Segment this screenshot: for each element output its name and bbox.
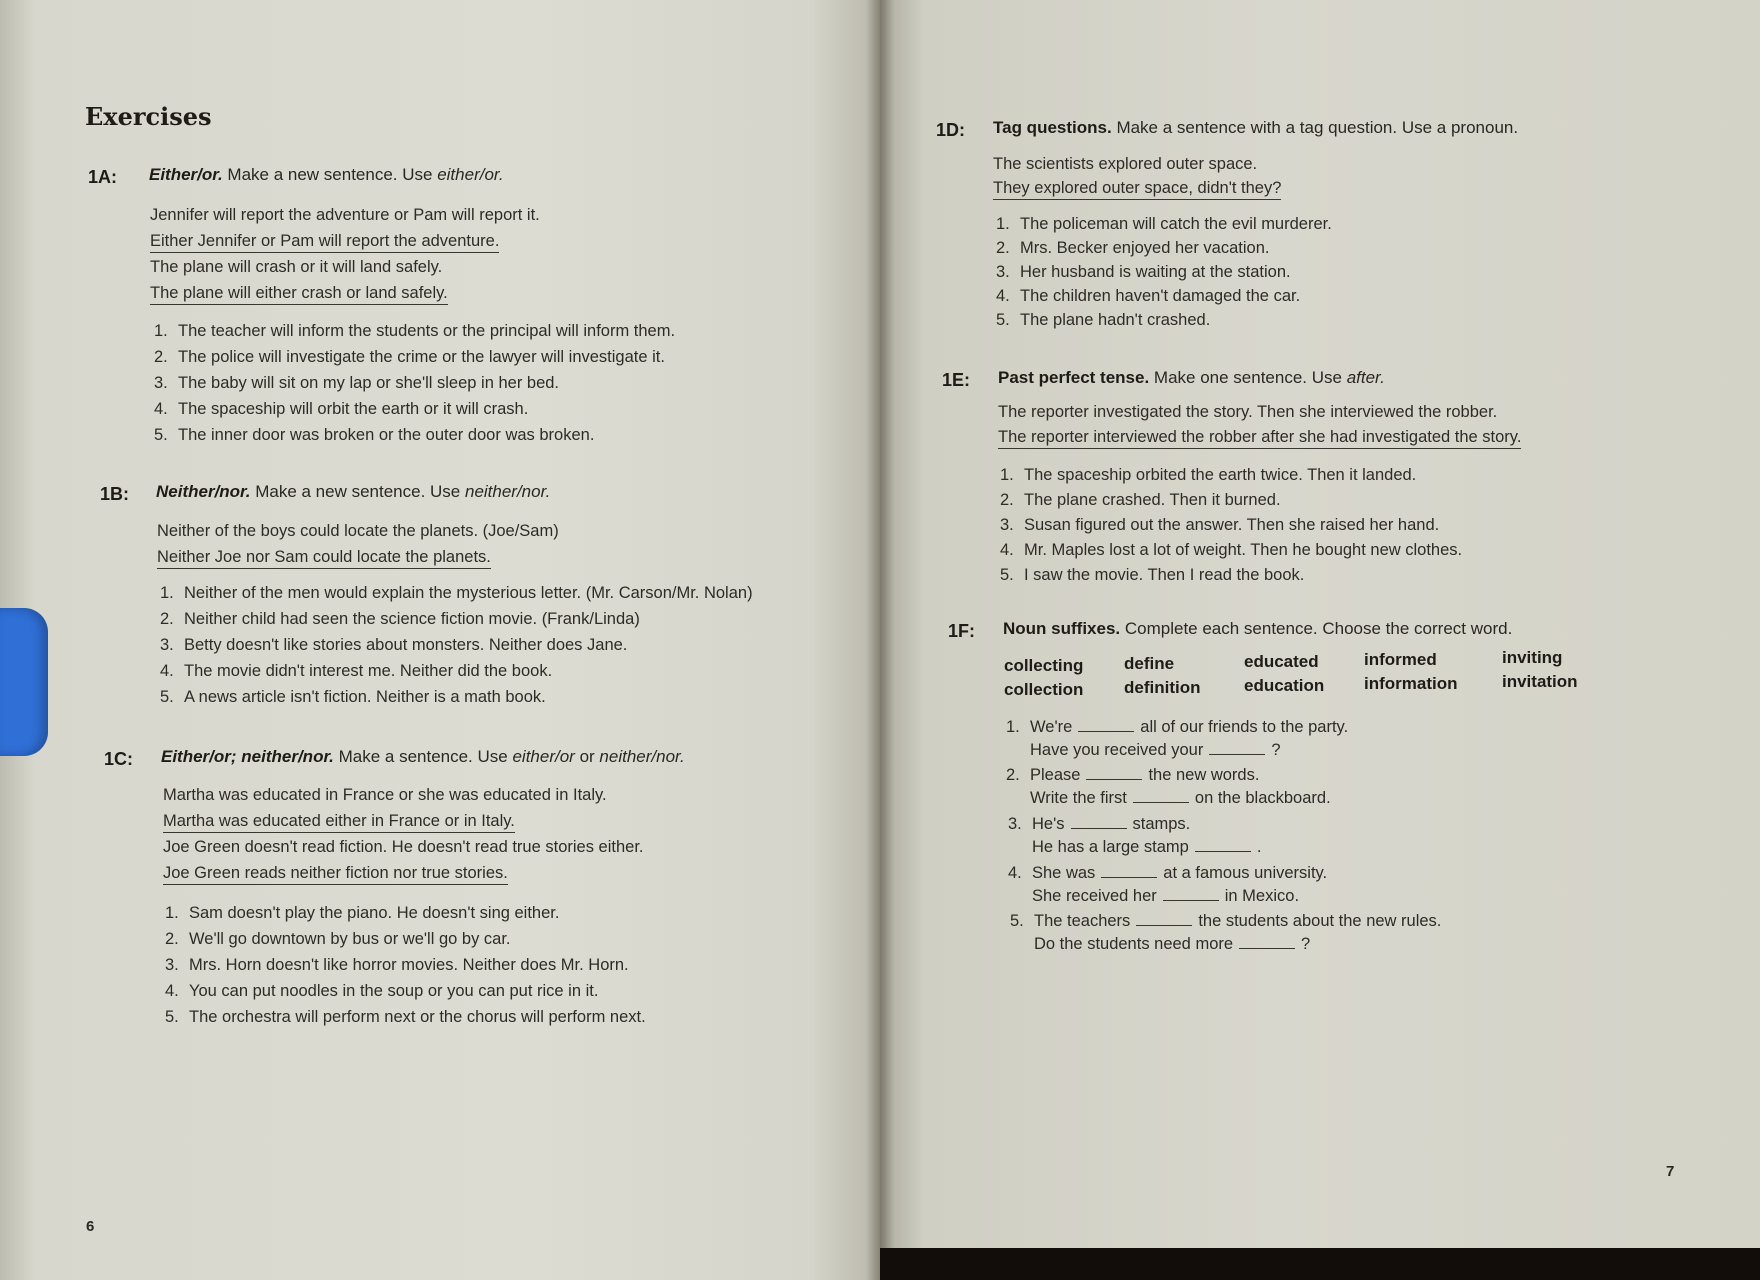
example-line: Jennifer will report the adventure or Pam will report it. xyxy=(150,206,540,224)
fill-in-item: 1. We're all of our friends to the party. xyxy=(1006,718,1349,736)
example-line: Martha was educated in France or she was educated in Italy. xyxy=(163,786,607,804)
exercise-item: 2. Neither child had seen the science fiction movie. (Frank/Linda) xyxy=(160,610,640,628)
exercise-item: 4. The spaceship will orbit the earth or it will crash. xyxy=(154,400,529,418)
example-answer: The plane will either crash or land safely. xyxy=(150,284,448,305)
exercise-item: 3. Susan figured out the answer. Then she raised her hand. xyxy=(1000,516,1440,534)
exercise-item: 2. We'll go downtown by bus or we'll go by car. xyxy=(165,930,511,948)
page-title: Exercises xyxy=(85,102,212,131)
section-1d-id: 1D: xyxy=(936,120,966,140)
section-1c-heading: Either/or; neither/nor. Make a sentence. Use either/or or neither/nor. xyxy=(161,747,685,766)
example-answer: Neither Joe nor Sam could locate the planets. xyxy=(157,548,491,569)
exercise-item: 4. You can put noodles in the soup or you can put rice in it. xyxy=(165,982,599,1000)
exercise-item: 3. The baby will sit on my lap or she'll sleep in her bed. xyxy=(154,374,560,392)
exercise-item: 1. The spaceship orbited the earth twice. Then it landed. xyxy=(1000,466,1417,484)
exercise-item: 1. The teacher will inform the students or the principal will inform them. xyxy=(154,322,676,340)
exercise-item: 2. The plane crashed. Then it burned. xyxy=(1000,491,1281,509)
section-1f-id: 1F: xyxy=(948,621,975,641)
fill-in-item: 2. Please the new words. xyxy=(1006,766,1260,784)
blue-tab-marker xyxy=(0,608,48,756)
fill-in-item-second-line: He has a large stamp . xyxy=(1032,838,1262,856)
exercise-item: 2. The police will investigate the crime or the lawyer will investigate it. xyxy=(154,348,665,366)
fill-in-item-second-line: Do the students need more ? xyxy=(1034,935,1311,953)
exercise-item: 1. Neither of the men would explain the mysterious letter. (Mr. Carson/Mr. Nolan) xyxy=(160,584,753,602)
example-line: Neither of the boys could locate the planets. (Joe/Sam) xyxy=(157,522,559,540)
word-bank-word: define xyxy=(1124,654,1175,673)
word-bank-word: collecting xyxy=(1004,656,1084,675)
exercise-item: 5. A news article isn't fiction. Neither is a math book. xyxy=(160,688,546,706)
exercise-item: 5. I saw the movie. Then I read the book. xyxy=(1000,566,1305,584)
book-gutter-shadow xyxy=(866,0,894,1280)
exercise-item: 4. Mr. Maples lost a lot of weight. Then he bought new clothes. xyxy=(1000,541,1463,559)
example-answer: Either Jennifer or Pam will report the adventure. xyxy=(150,232,499,253)
exercise-item: 4. The movie didn't interest me. Neither did the book. xyxy=(160,662,553,680)
page-number: 7 xyxy=(1666,1163,1675,1180)
word-bank-word: information xyxy=(1364,674,1458,693)
fill-in-item: 3. He's stamps. xyxy=(1008,815,1191,833)
fill-in-item-second-line: She received her in Mexico. xyxy=(1032,887,1300,905)
word-bank-word: educated xyxy=(1244,652,1319,671)
fill-in-item-second-line: Write the first on the blackboard. xyxy=(1030,789,1331,807)
table-background xyxy=(880,1248,1760,1280)
exercise-item: 1. Sam doesn't play the piano. He doesn't sing either. xyxy=(165,904,560,922)
section-1a-heading: Either/or. Make a new sentence. Use either/or. xyxy=(149,165,504,184)
example-answer: Martha was educated either in France or in Italy. xyxy=(163,812,515,833)
word-bank-word: invitation xyxy=(1502,672,1578,691)
section-1a-id: 1A: xyxy=(88,167,118,187)
exercise-item: 1. The policeman will catch the evil murderer. xyxy=(996,215,1332,233)
example-answer: The reporter interviewed the robber after she had investigated the story. xyxy=(998,428,1521,449)
section-1e-heading: Past perfect tense. Make one sentence. Use after. xyxy=(998,368,1385,387)
exercise-item: 5. The inner door was broken or the outer door was broken. xyxy=(154,426,595,444)
exercise-item: 5. The orchestra will perform next or the chorus will perform next. xyxy=(165,1008,646,1026)
exercise-item: 5. The plane hadn't crashed. xyxy=(996,311,1211,329)
example-line: Joe Green doesn't read fiction. He doesn't read true stories either. xyxy=(163,838,644,856)
exercise-item: 3. Betty doesn't like stories about monsters. Neither does Jane. xyxy=(160,636,628,654)
fill-in-item-second-line: Have you received your ? xyxy=(1030,741,1281,759)
section-1d-heading: Tag questions. Make a sentence with a tag question. Use a pronoun. xyxy=(993,118,1519,137)
right-page xyxy=(880,0,1760,1280)
example-answer: They explored outer space, didn't they? xyxy=(993,179,1281,200)
example-line: The scientists explored outer space. xyxy=(993,155,1258,173)
word-bank-word: education xyxy=(1244,676,1325,695)
example-line: The reporter investigated the story. Then she interviewed the robber. xyxy=(998,403,1498,421)
section-1f-heading: Noun suffixes. Complete each sentence. Choose the correct word. xyxy=(1003,619,1513,638)
section-1b-id: 1B: xyxy=(100,484,130,504)
fill-in-item: 4. She was at a famous university. xyxy=(1008,864,1328,882)
exercise-item: 2. Mrs. Becker enjoyed her vacation. xyxy=(996,239,1270,257)
section-1b-heading: Neither/nor. Make a new sentence. Use neither/nor. xyxy=(156,482,551,501)
example-answer: Joe Green reads neither fiction nor true stories. xyxy=(163,864,508,885)
word-bank-word: collection xyxy=(1004,680,1084,699)
exercise-item: 3. Her husband is waiting at the station. xyxy=(996,263,1291,281)
example-line: The plane will crash or it will land safely. xyxy=(150,258,443,276)
section-1e-id: 1E: xyxy=(942,370,971,390)
page-number: 6 xyxy=(86,1218,95,1235)
exercise-item: 4. The children haven't damaged the car. xyxy=(996,287,1301,305)
fill-in-item: 5. The teachers the students about the new rules. xyxy=(1010,912,1442,930)
word-bank-word: definition xyxy=(1124,678,1201,697)
exercise-item: 3. Mrs. Horn doesn't like horror movies. Neither does Mr. Horn. xyxy=(165,956,629,974)
word-bank-word: inviting xyxy=(1502,648,1563,667)
section-1c-id: 1C: xyxy=(104,749,134,769)
word-bank-word: informed xyxy=(1364,650,1437,669)
